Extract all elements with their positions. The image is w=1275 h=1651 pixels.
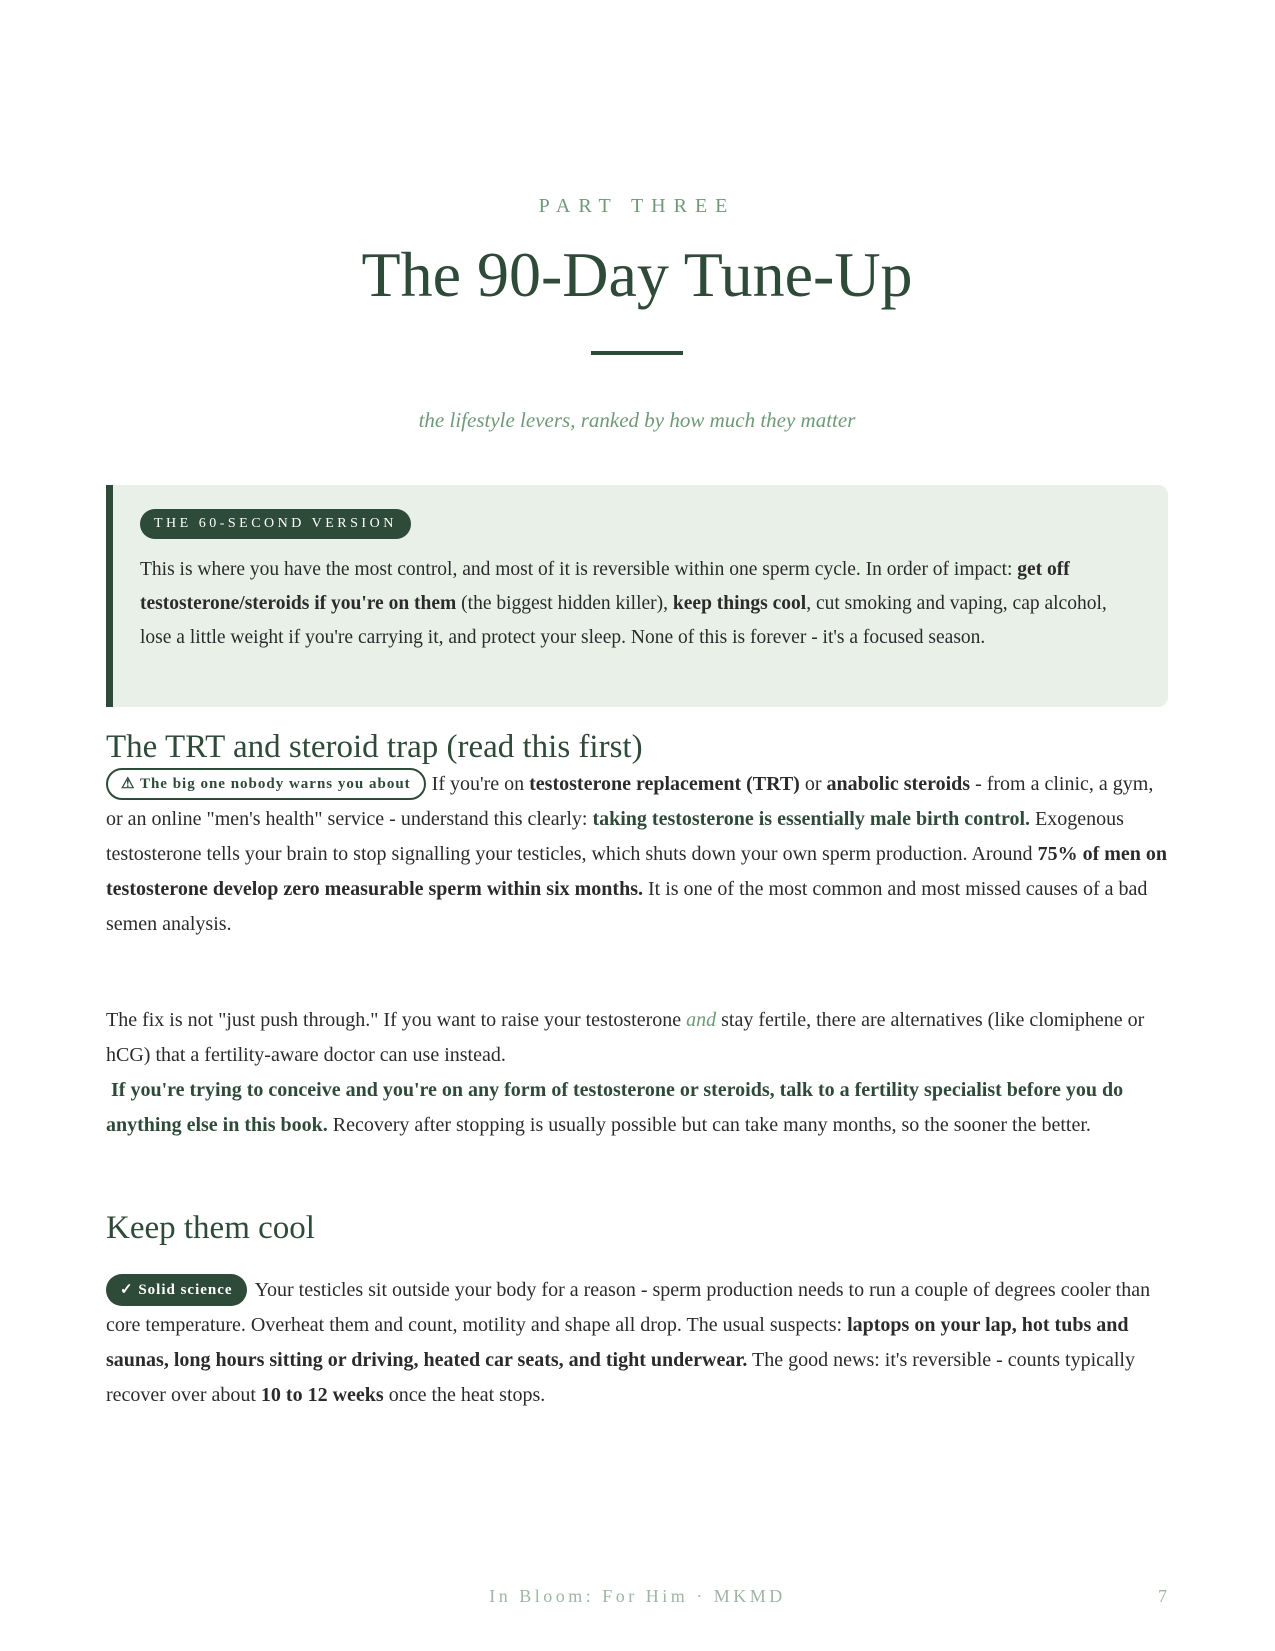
science-pill xyxy=(106,1274,247,1306)
callout-badge: THE 60-SECOND VERSION xyxy=(140,509,411,539)
check-icon: ✓ xyxy=(120,1282,134,1298)
page-number: 7 xyxy=(1158,1586,1167,1606)
title-divider xyxy=(591,351,683,355)
callout-emphasis: keep things cool xyxy=(672,593,807,614)
callout-text: This is where you have the most control, and most of it is reversible within one sperm cycle. In order of impact: get off testosterone/steroids if you're on them (the biggest hidden killer), keep things cool, cut smoking and vaping, cap alcohol, lose a little weight if you're carrying it, and protect your sleep. None of this is forever - it's a focused season. xyxy=(140,559,1107,648)
trt-fix-paragraph: The fix is not "just push through." If you want to raise your testosterone and stay fertile, there are alternatives (like clomiphene or hCG) that a fertility-aware doctor can use instead. If you're trying to conceive and you're on any form of testosterone or steroids, talk to a fertility specialist before you do anything else in this book. Recovery after stopping is usually possible but can take many months, so the sooner the better. xyxy=(106,1009,1145,1136)
page-title: The 90-Day Tune-Up xyxy=(361,239,913,310)
callout-emphasis: get off testosterone/steroids if you're on them xyxy=(140,559,1070,614)
part-label: PART THREE xyxy=(538,195,736,217)
warning-pill-label: The big one nobody warns you about xyxy=(139,776,411,792)
key-statement: If you're trying to conceive and you're on any form of testosterone or steroids, talk to a fertility specialist before you do anything else in this book. xyxy=(106,1079,1124,1136)
cool-paragraph: ✓ Solid science Your testicles sit outside your body for a reason - sperm production needs to run a couple of degrees cooler than core temperature. Overheat them and count, motility and shape all drop. The usual suspects: laptops on your lap, hot tubs and saunas, long hours sitting or driving, heated car seats, and tight underwear. The good news: it's reversible - counts typically recover over about 10 to 12 weeks once the heat stops. xyxy=(106,1273,1168,1413)
summary-callout xyxy=(106,485,1168,707)
section-heading-cool: Keep them cool xyxy=(106,1210,315,1246)
section-heading-trt: The TRT and steroid trap (read this first) xyxy=(106,729,643,765)
page-footer: In Bloom: For Him · MKMD xyxy=(489,1586,786,1606)
page-subtitle: the lifestyle levers, ranked by how much they matter xyxy=(418,408,856,432)
warning-pill xyxy=(106,768,426,800)
warning-icon: ⚠ xyxy=(121,776,136,792)
key-statement: taking testosterone is essentially male birth control. xyxy=(592,808,1031,830)
science-pill-label: Solid science xyxy=(138,1282,233,1298)
trt-paragraph: ⚠ The big one nobody warns you about If you're on testosterone replacement (TRT) or anabolic steroids - from a clinic, a gym, or an online "men's health" service - understand this clearly: taking testosterone is essentially male birth control. Exogenous testosterone tells your brain to stop signalling your testicles, which shuts down your own sperm production. Around 75% of men on testosterone develop zero measurable sperm within six months. It is one of the most common and most missed causes of a bad semen analysis. xyxy=(106,767,1168,942)
